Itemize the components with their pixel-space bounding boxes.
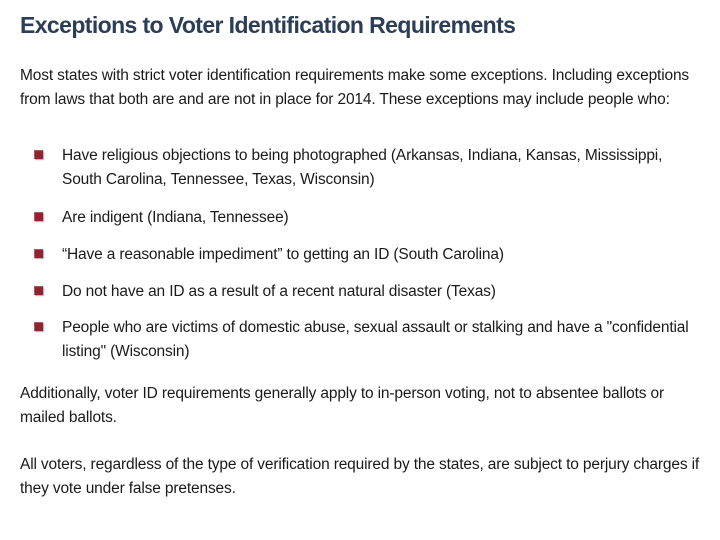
list-item-text: Are indigent (Indiana, Tennessee) (62, 209, 289, 226)
list-item-text: “Have a reasonable impediment” to getting an ID (South Carolina) (62, 246, 504, 263)
list-item-text: People who are victims of domestic abuse, sexual assault or stalking and have a "confidential listing" (Wisconsin) (62, 319, 689, 360)
list-item-text: Do not have an ID as a result of a recent natural disaster (Texas) (62, 283, 496, 300)
perjury-paragraph: All voters, regardless of the type of verification required by the states, are subject to perjury charges if they vote under false pretenses. (20, 456, 700, 497)
list-item-text: Have religious objections to being photographed (Arkansas, Indiana, Kansas, Mississippi, South Carolina, Tennessee, Texas, Wisconsin) (62, 147, 663, 188)
square-bullet-icon (34, 249, 43, 258)
intro-paragraph: Most states with strict voter identification requirements make some exceptions. Including exceptions from laws that both are and are not in place for 2014. These exceptions may include people who: (20, 67, 690, 108)
absentee-paragraph: Additionally, voter ID requirements generally apply to in-person voting, not to absentee ballots or mailed ballots. (20, 385, 664, 426)
square-bullet-icon (34, 322, 43, 331)
square-bullet-icon (34, 286, 43, 295)
square-bullet-icon (34, 150, 43, 159)
page-title: Exceptions to Voter Identification Requirements (20, 12, 516, 38)
square-bullet-icon (34, 212, 43, 221)
